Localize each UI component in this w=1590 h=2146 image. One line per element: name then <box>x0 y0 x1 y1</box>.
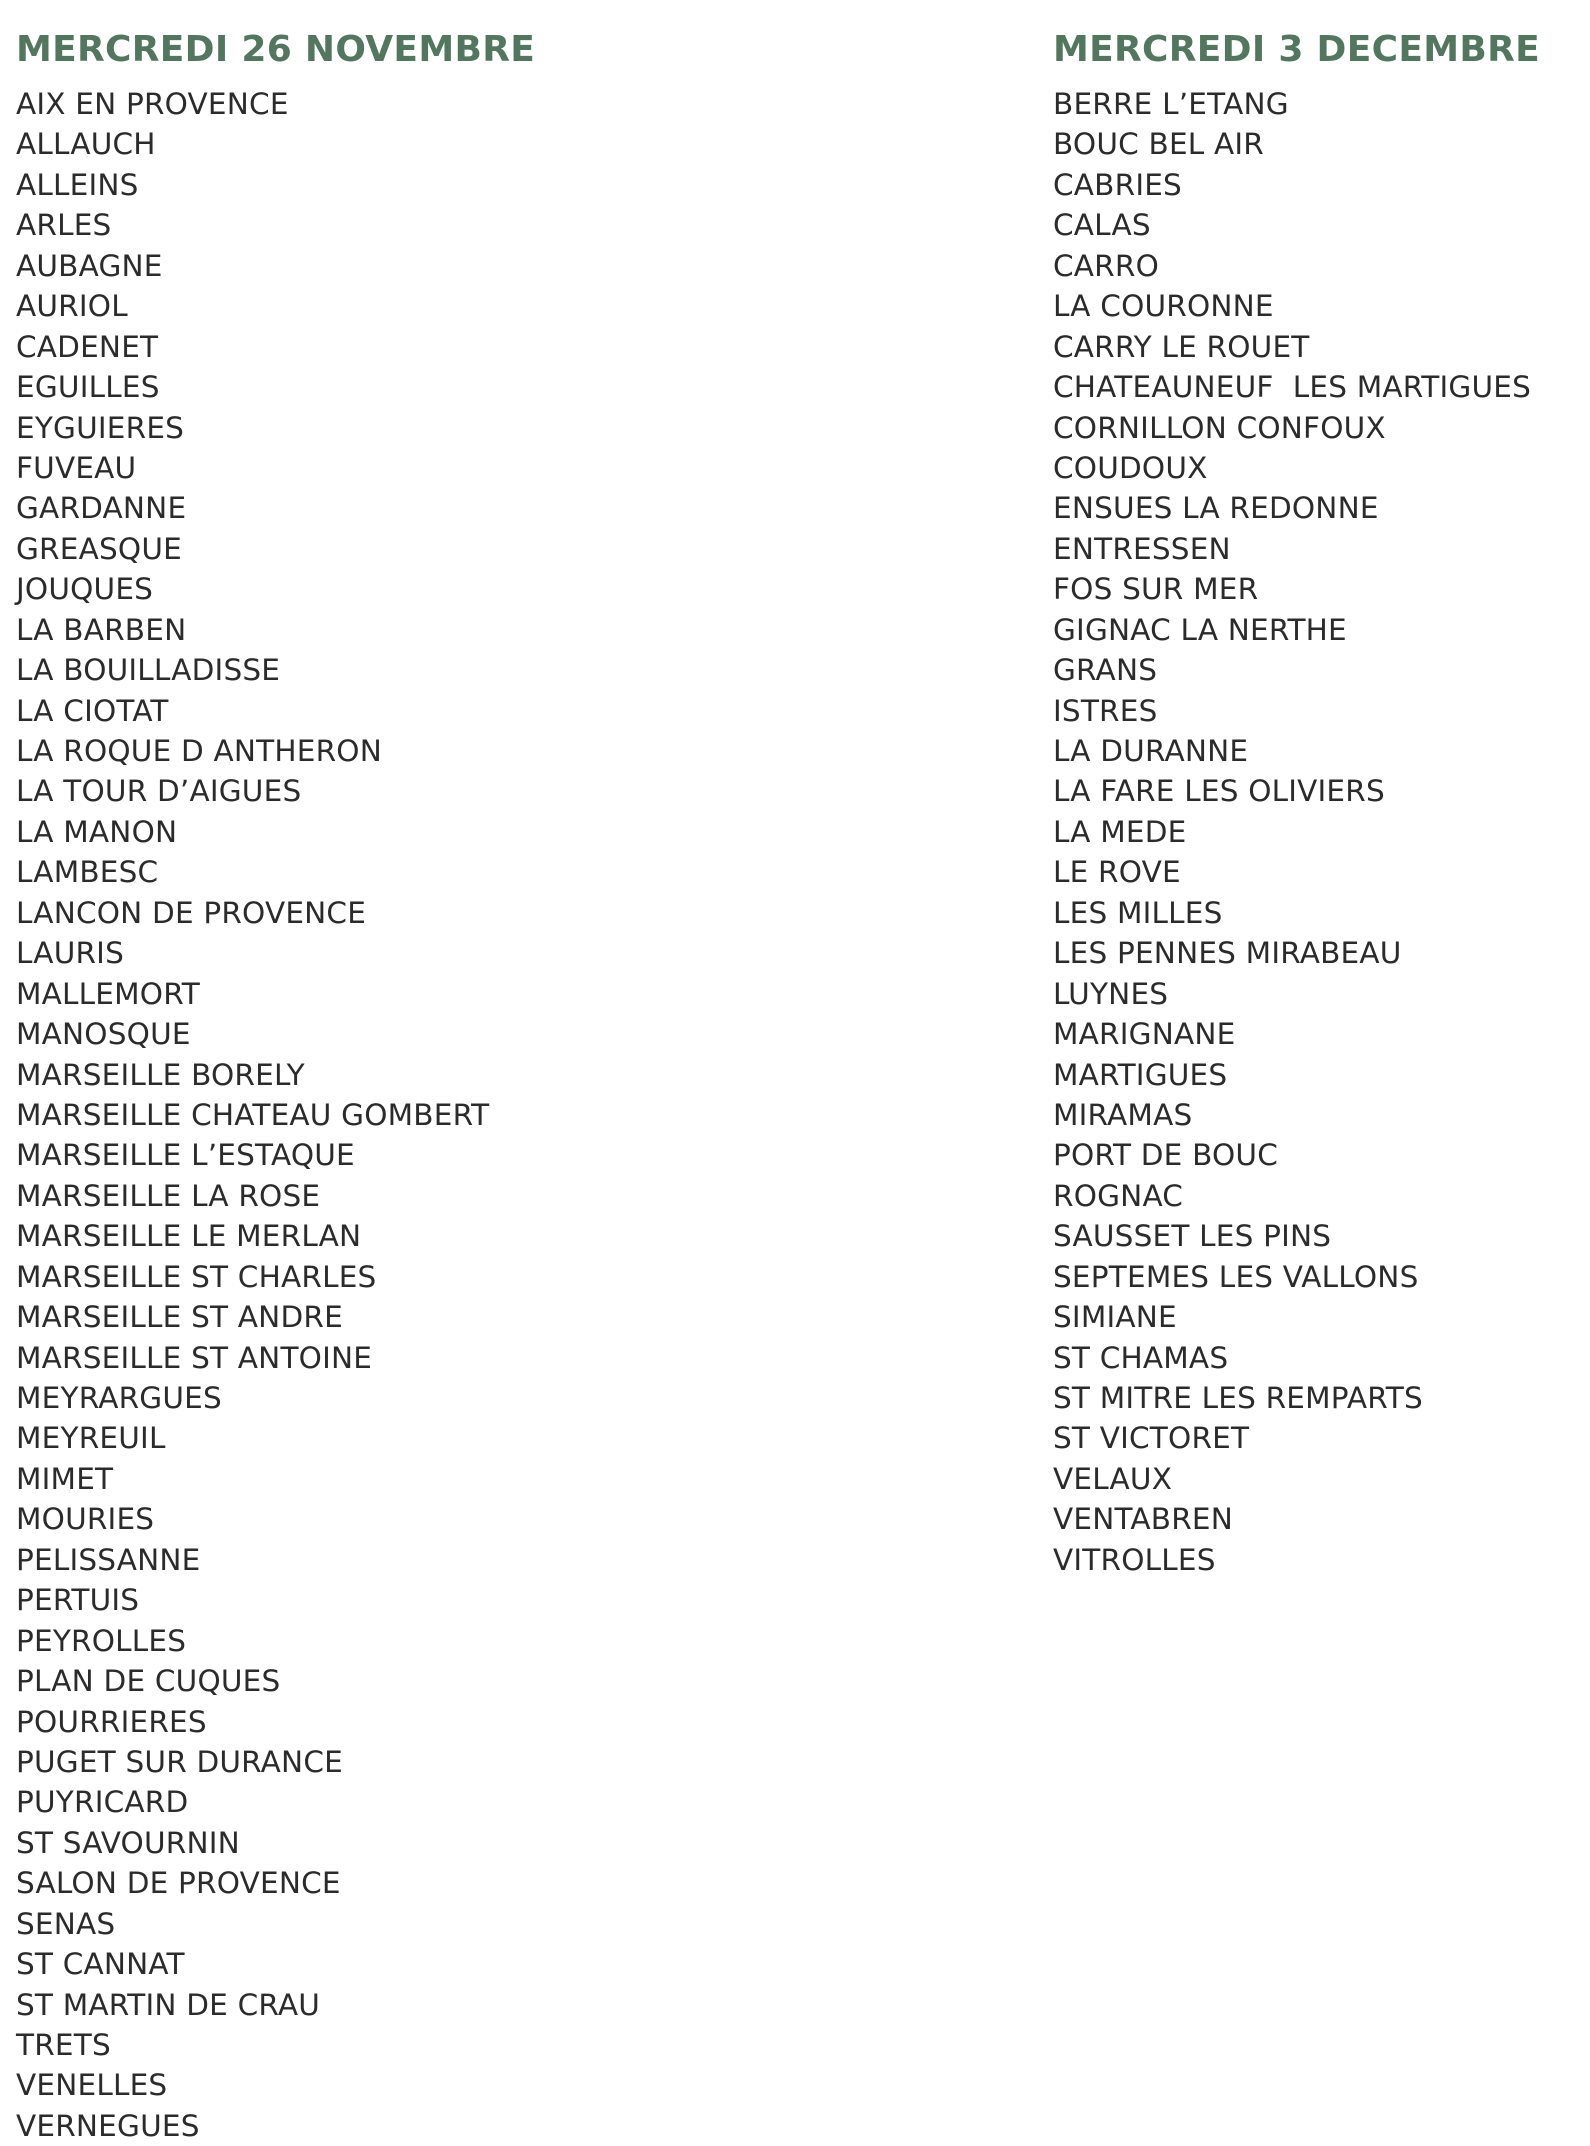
town-item: MANOSQUE <box>16 1017 191 1052</box>
town-list <box>1053 84 1540 1580</box>
town-item: BOUC BEL AIR <box>1053 127 1264 162</box>
town-item: ENSUES LA REDONNE <box>1053 491 1379 526</box>
schedule-column-nov-26 <box>16 24 535 2146</box>
town-item: LES PENNES MIRABEAU <box>1053 936 1402 971</box>
town-item: MARSEILLE LA ROSE <box>16 1178 321 1213</box>
town-item: PLAN DE CUQUES <box>16 1664 281 1699</box>
town-item: ST VICTORET <box>1053 1421 1250 1456</box>
town-item: COUDOUX <box>1053 450 1208 485</box>
town-item: PUYRICARD <box>16 1785 189 1820</box>
town-item: AUBAGNE <box>16 248 163 283</box>
town-item: SALON DE PROVENCE <box>16 1866 341 1901</box>
town-item: PERTUIS <box>16 1583 140 1618</box>
town-item: ALLEINS <box>16 167 139 202</box>
town-item: ST CHAMAS <box>1053 1340 1229 1375</box>
town-item: MEYRARGUES <box>16 1381 222 1415</box>
town-item: LE ROVE <box>1053 855 1181 890</box>
town-item: GREASQUE <box>16 531 182 566</box>
town-item: BERRE L’ETANG <box>1053 87 1289 121</box>
column-heading: MERCREDI 26 NOVEMBRE <box>16 29 536 70</box>
town-item: MARSEILLE CHATEAU GOMBERT <box>16 1097 490 1132</box>
town-item: LAURIS <box>16 936 125 971</box>
town-item: SIMIANE <box>1053 1300 1177 1335</box>
town-item: ARLES <box>16 208 112 243</box>
town-item: CALAS <box>1053 208 1151 243</box>
town-item: LA TOUR D’AIGUES <box>16 774 302 809</box>
town-item: ROGNAC <box>1053 1178 1184 1213</box>
town-item: LA COURONNE <box>1053 289 1274 324</box>
town-item: TRETS <box>16 2028 111 2062</box>
town-item: CORNILLON CONFOUX <box>1053 410 1386 445</box>
town-item: PORT DE BOUC <box>1053 1138 1279 1173</box>
town-item: VELAUX <box>1053 1461 1173 1496</box>
town-item: MEYREUIL <box>16 1421 166 1456</box>
town-item: AURIOL <box>16 289 128 324</box>
town-item: MARSEILLE LE MERLAN <box>16 1219 362 1254</box>
town-item: ALLAUCH <box>16 127 156 162</box>
town-item: CABRIES <box>1053 167 1182 202</box>
town-item: MARSEILLE ST ANTOINE <box>16 1340 373 1375</box>
town-item: MIRAMAS <box>1053 1097 1193 1132</box>
town-item: VENELLES <box>16 2068 168 2103</box>
town-item: MIMET <box>16 1461 114 1496</box>
town-item: CADENET <box>16 329 159 364</box>
town-item: MOURIES <box>16 1502 155 1537</box>
town-item: LA BARBEN <box>16 612 187 647</box>
town-item: CARRY LE ROUET <box>1053 329 1310 364</box>
town-item: LES MILLES <box>1053 895 1223 930</box>
town-item: FOS SUR MER <box>1053 572 1259 607</box>
town-item: ST CANNAT <box>16 1947 185 1982</box>
town-item: GARDANNE <box>16 491 187 526</box>
town-item: GIGNAC LA NERTHE <box>1053 612 1347 647</box>
town-item: EGUILLES <box>16 370 160 405</box>
town-item: LA DURANNE <box>1053 734 1249 768</box>
town-item: GRANS <box>1053 653 1158 688</box>
town-item: MARSEILLE ST CHARLES <box>16 1259 377 1294</box>
town-item: LANCON DE PROVENCE <box>16 895 367 930</box>
town-item: LA MANON <box>16 814 178 849</box>
town-item: EYGUIERES <box>16 410 185 445</box>
column-heading: MERCREDI 3 DECEMBRE <box>1053 29 1541 70</box>
town-item: CARRO <box>1053 248 1159 283</box>
town-item: MARSEILLE L’ESTAQUE <box>16 1138 355 1173</box>
town-item: ST MITRE LES REMPARTS <box>1053 1381 1423 1415</box>
town-item: MALLEMORT <box>16 976 200 1011</box>
town-item: PEYROLLES <box>16 1623 187 1658</box>
town-item: FUVEAU <box>16 450 137 485</box>
town-item: CHATEAUNEUF LES MARTIGUES <box>1053 370 1532 405</box>
town-item: PELISSANNE <box>16 1542 201 1577</box>
town-item: SAUSSET LES PINS <box>1053 1219 1332 1254</box>
town-item: MARTIGUES <box>1053 1057 1228 1092</box>
town-item: ST MARTIN DE CRAU <box>16 1987 321 2022</box>
town-item: AIX EN PROVENCE <box>16 87 289 121</box>
town-item: VERNEGUES <box>16 2108 200 2143</box>
town-item: MARSEILLE ST ANDRE <box>16 1300 343 1335</box>
town-item: ISTRES <box>1053 693 1158 728</box>
town-item: PUGET SUR DURANCE <box>16 1744 343 1779</box>
town-item: VITROLLES <box>1053 1542 1216 1577</box>
town-item: VENTABREN <box>1053 1502 1234 1537</box>
town-item: POURRIERES <box>16 1704 207 1739</box>
schedule-column-dec-3 <box>1053 24 1540 1580</box>
town-item: LA ROQUE D ANTHERON <box>16 734 382 768</box>
town-item: ST SAVOURNIN <box>16 1825 240 1860</box>
town-item: LA CIOTAT <box>16 693 169 728</box>
town-item: LA BOUILLADISSE <box>16 653 281 688</box>
town-item: SENAS <box>16 1906 116 1941</box>
town-item: JOUQUES <box>16 572 154 607</box>
town-item: MARIGNANE <box>1053 1017 1236 1052</box>
town-item: LAMBESC <box>16 855 159 890</box>
town-item: LUYNES <box>1053 976 1169 1011</box>
town-item: SEPTEMES LES VALLONS <box>1053 1259 1419 1294</box>
town-item: MARSEILLE BORELY <box>16 1057 305 1092</box>
town-item: LA MEDE <box>1053 814 1187 849</box>
town-item: LA FARE LES OLIVIERS <box>1053 774 1385 809</box>
town-item: ENTRESSEN <box>1053 531 1231 566</box>
town-list <box>16 84 535 2146</box>
